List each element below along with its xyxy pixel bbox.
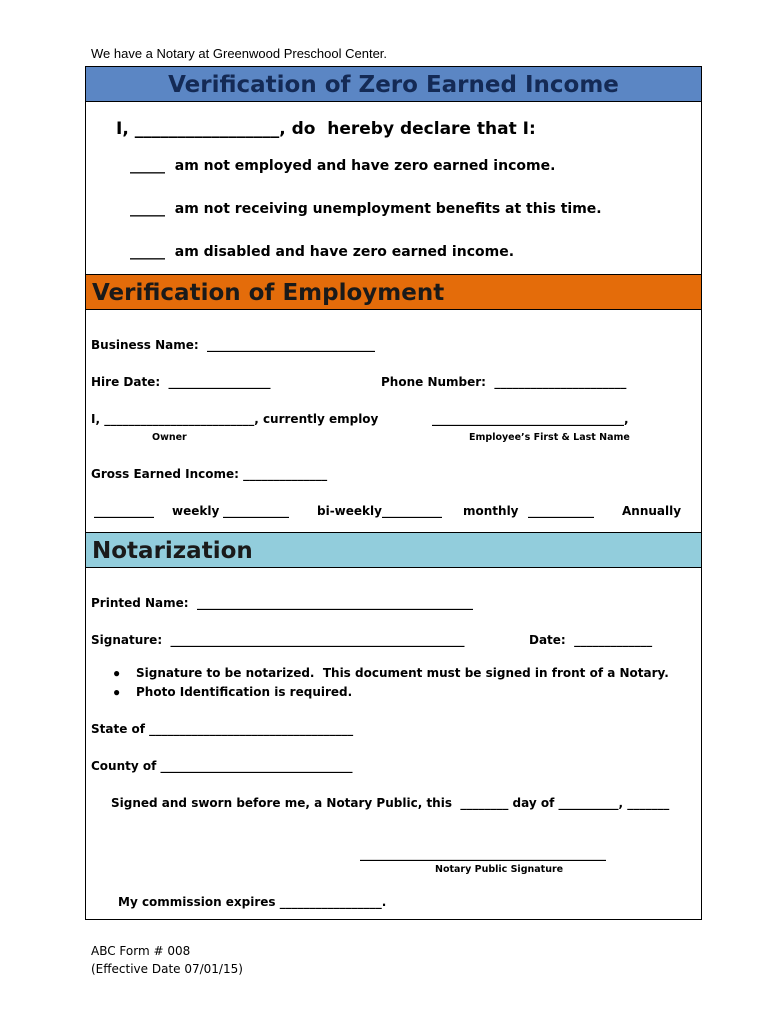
- freq-biweekly-label: bi-weekly: [317, 504, 382, 518]
- employ-line-owner: I, _________________________, currently employ: [91, 412, 379, 426]
- employ-line-employee: ________________________________,: [432, 412, 629, 426]
- freq-biweekly-blank: ___________: [223, 504, 289, 518]
- commission-expires-field: My commission expires _________________.: [118, 895, 387, 909]
- notary-signature-caption: Notary Public Signature: [435, 864, 564, 875]
- form-number: ABC Form # 008: [91, 944, 191, 958]
- owner-caption: Owner: [152, 432, 187, 443]
- bullet-icon: ●: [113, 685, 121, 699]
- freq-monthly-label: monthly: [463, 504, 519, 518]
- section-title-notarization: Notarization: [92, 538, 253, 564]
- phone-number-field: Phone Number: ______________________: [381, 375, 627, 389]
- declaration-line: I, _________________, do hereby declare that I:: [116, 119, 536, 139]
- freq-weekly-label: weekly: [172, 504, 220, 518]
- date-field: Date: _____________: [529, 633, 653, 647]
- declaration-item-disabled: _____ am disabled and have zero earned income.: [130, 244, 515, 260]
- requirement-photo-id: Photo Identification is required.: [136, 685, 353, 699]
- declaration-item-no-unemployment: _____ am not receiving unemployment benefits at this time.: [130, 201, 602, 217]
- section-header-notarization: [85, 532, 702, 568]
- section-title-employment: Verification of Employment: [92, 280, 445, 306]
- hire-date-field: Hire Date: _________________: [91, 375, 271, 389]
- freq-weekly-blank: __________: [94, 504, 154, 518]
- employee-caption: Employee’s First & Last Name: [469, 432, 630, 443]
- business-name-field: Business Name: ____________________________: [91, 338, 376, 352]
- requirement-notarized: Signature to be notarized. This document must be signed in front of a Notary.: [136, 666, 669, 680]
- notary-signature-line: _________________________________________: [360, 847, 606, 861]
- gross-income-field: Gross Earned Income: ______________: [91, 467, 328, 481]
- county-of-field: County of ________________________________: [91, 759, 353, 773]
- declaration-item-not-employed: _____ am not employed and have zero earned income.: [130, 158, 556, 174]
- freq-monthly-blank: __________: [382, 504, 442, 518]
- bullet-icon: ●: [113, 666, 121, 680]
- printed-name-field: Printed Name: ______________________________________________: [91, 596, 473, 610]
- form-frame: [85, 66, 702, 920]
- state-of-field: State of __________________________________: [91, 722, 354, 736]
- sworn-statement: Signed and sworn before me, a Notary Public, this ________ day of __________, _______: [111, 796, 670, 810]
- section-title-zero-income: Verification of Zero Earned Income: [168, 72, 619, 98]
- signature-field: Signature: _________________________________________________: [91, 633, 465, 647]
- header-note: We have a Notary at Greenwood Preschool Center.: [91, 46, 388, 61]
- effective-date: (Effective Date 07/01/15): [91, 962, 243, 976]
- freq-annually-label: Annually: [622, 504, 682, 518]
- freq-annually-blank: ___________: [528, 504, 594, 518]
- section-header-employment: [85, 274, 702, 310]
- section-header-zero-income: [85, 66, 702, 102]
